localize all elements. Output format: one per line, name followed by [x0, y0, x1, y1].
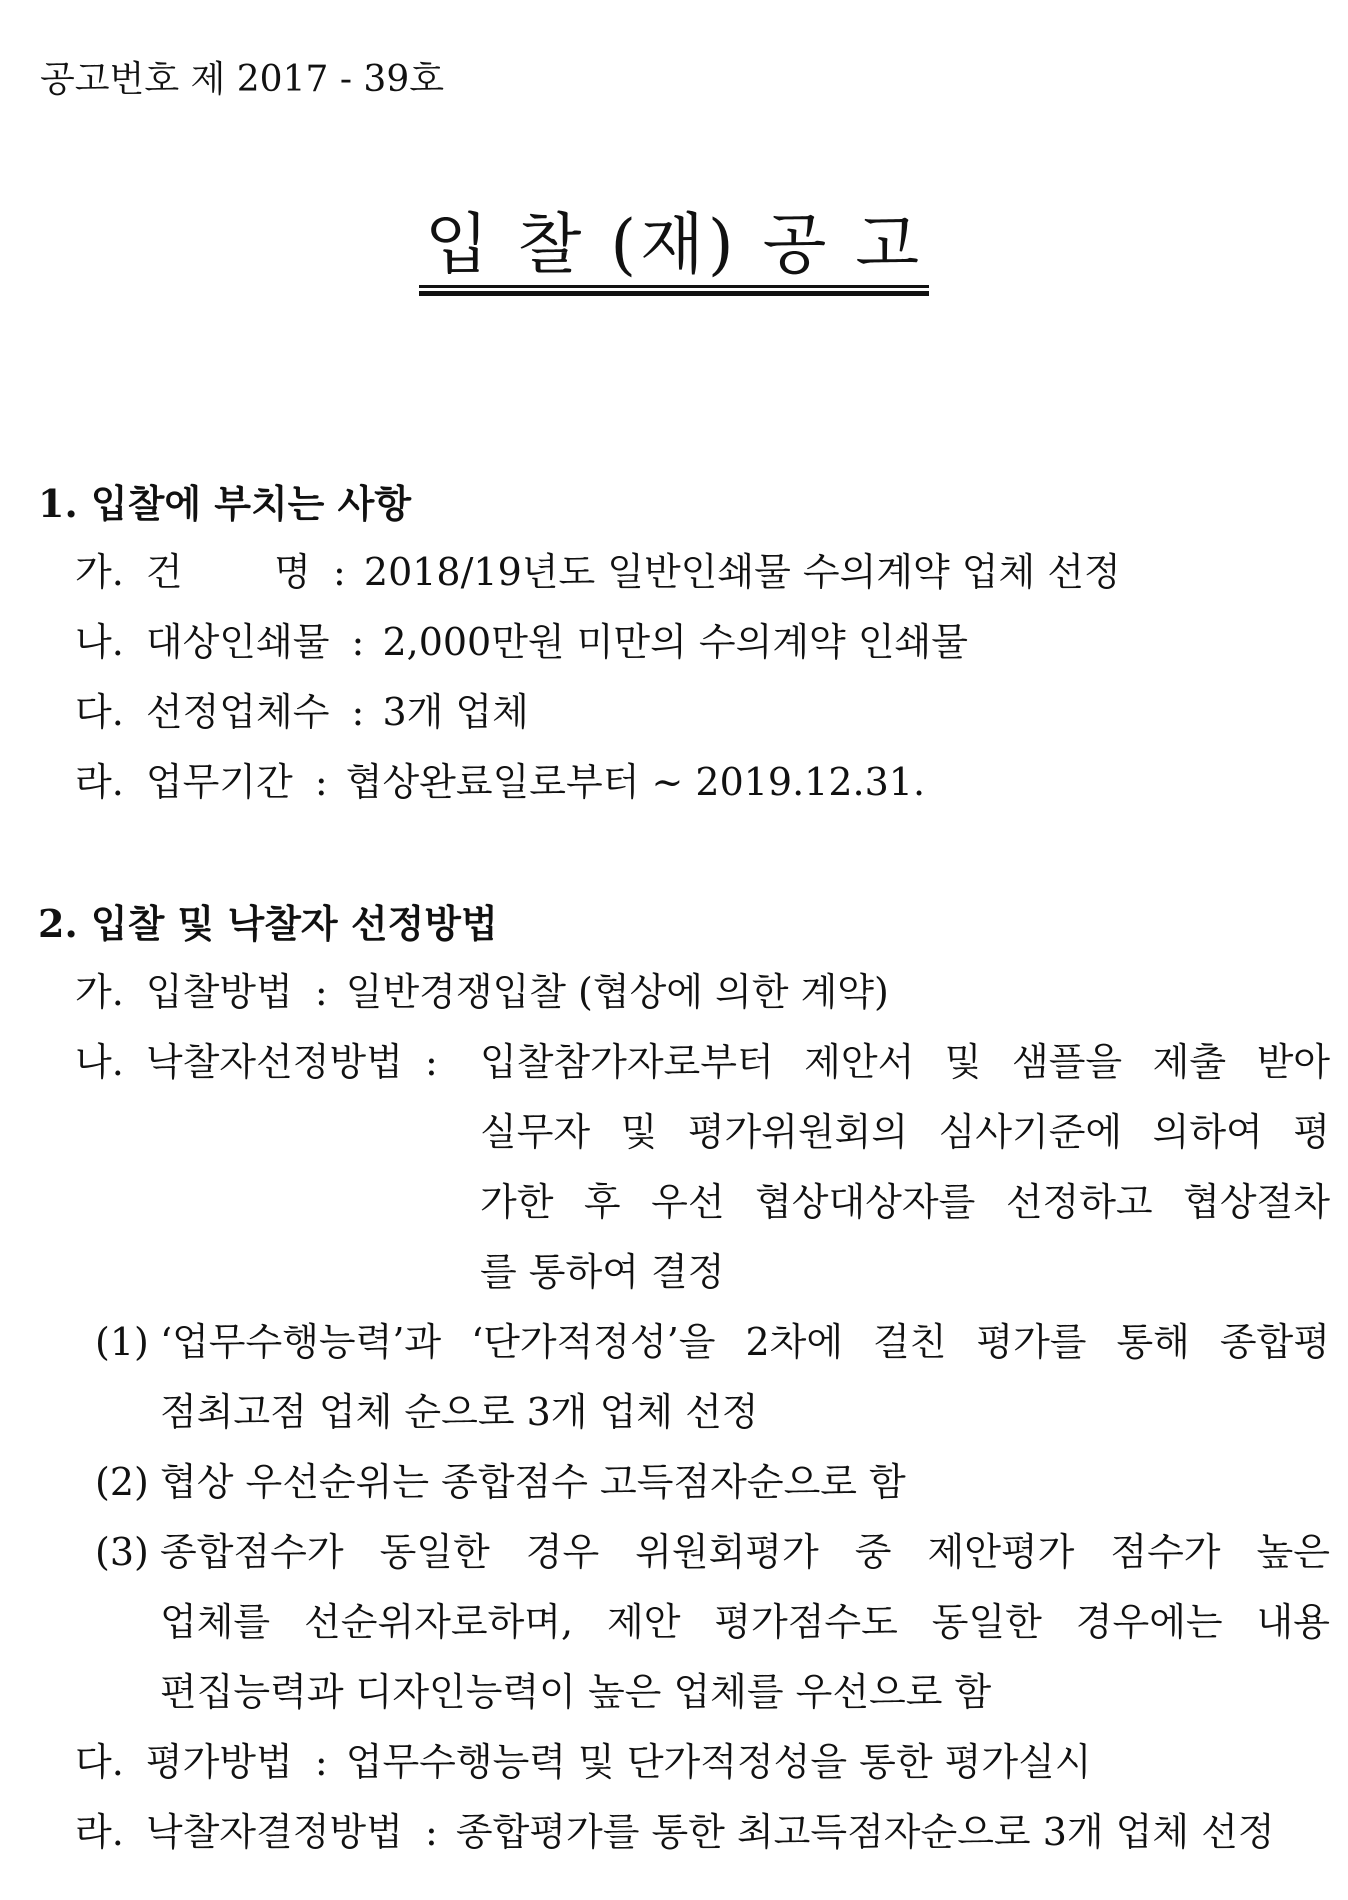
word: 동일한	[379, 1530, 490, 1574]
word: 업체를	[160, 1600, 271, 1644]
word: 2차에	[745, 1320, 844, 1364]
item-separator: :	[351, 690, 365, 734]
item-marker: 라.	[75, 760, 124, 804]
item-value: 3개 업체	[382, 690, 529, 734]
item-marker: 다.	[75, 1740, 124, 1784]
section1-item-target	[75, 618, 968, 666]
sub-item-line	[160, 1528, 1330, 1576]
word: 중	[854, 1530, 892, 1574]
word: ‘단가적정성’을	[471, 1320, 716, 1364]
word: 통해	[1116, 1320, 1190, 1364]
word: 평	[1293, 1110, 1330, 1154]
sub-item-marker: (2)	[95, 1460, 149, 1504]
word: 높은	[1256, 1530, 1330, 1574]
item-value: 2018/19년도 일반인쇄물 수의계약 업체 선정	[363, 550, 1121, 594]
selection-text-line: 를 통하여 결정	[480, 1250, 725, 1294]
title-block	[0, 205, 1348, 288]
section1-heading: 1. 입찰에 부치는 사항	[38, 481, 412, 526]
sub-item-line	[160, 1318, 1330, 1366]
notice-number: 공고번호 제 2017 - 39호	[40, 59, 445, 100]
word: 걸친	[873, 1320, 947, 1364]
word: 가한	[480, 1180, 554, 1224]
word: 종합점수가	[160, 1530, 344, 1574]
word: 평가를	[976, 1320, 1087, 1364]
item-label: 건 명	[145, 550, 311, 594]
item-marker: 가.	[75, 550, 124, 594]
item-separator: :	[351, 620, 365, 664]
sub-item-marker: (1)	[95, 1320, 149, 1364]
sub-item-line: 편집능력과 디자인능력이 높은 업체를 우선으로 함	[160, 1670, 992, 1714]
word: 동일한	[931, 1600, 1042, 1644]
selection-text-line	[480, 1108, 1330, 1156]
section2-item-selection-label	[75, 1038, 438, 1086]
section1-item-period	[75, 758, 925, 806]
item-marker: 나.	[75, 1040, 124, 1084]
item-label: 입찰방법	[145, 970, 293, 1014]
item-separator: :	[314, 970, 328, 1014]
section2-item-method	[75, 968, 889, 1016]
item-separator: :	[314, 760, 328, 804]
item-label: 선정업체수	[145, 690, 330, 734]
section2-item-decision	[75, 1808, 1275, 1856]
word: 선순위자로하며,	[304, 1600, 574, 1644]
item-separator: :	[332, 550, 346, 594]
word: 및	[620, 1110, 658, 1154]
section2-item-evaluation	[75, 1738, 1092, 1786]
item-label: 업무기간	[145, 760, 293, 804]
item-value: 종합평가를 통한 최고득점자순으로 3개 업체 선정	[455, 1810, 1275, 1854]
word: 받아	[1256, 1040, 1330, 1084]
word: 샘플을	[1012, 1040, 1123, 1084]
section1-item-name	[75, 548, 1121, 596]
item-value: 협상완료일로부터 ~ 2019.12.31.	[345, 760, 926, 804]
item-label: 대상인쇄물	[145, 620, 330, 664]
section2-heading: 2. 입찰 및 낙찰자 선정방법	[38, 901, 498, 946]
word: 평가위원회의	[687, 1110, 909, 1154]
item-separator: :	[424, 1810, 438, 1854]
item-separator: :	[424, 1040, 438, 1084]
selection-text-line	[480, 1178, 1330, 1226]
item-value: 업무수행능력 및 단가적정성을 통한 평가실시	[345, 1740, 1092, 1784]
selection-text-line	[480, 1038, 1330, 1086]
item-separator: :	[314, 1740, 328, 1784]
item-label: 평가방법	[145, 1740, 293, 1784]
word: 경우에는	[1075, 1600, 1223, 1644]
sub-item-line: 점최고점 업체 순으로 3개 업체 선정	[160, 1390, 759, 1434]
item-marker: 나.	[75, 620, 124, 664]
sub-item-line: 협상 우선순위는 종합점수 고득점자순으로 함	[160, 1460, 906, 1504]
word: 점수가	[1110, 1530, 1221, 1574]
word: 실무자	[480, 1110, 591, 1154]
word: 협상절차	[1183, 1180, 1330, 1224]
word: 종합평	[1219, 1320, 1330, 1364]
word: 제안	[606, 1600, 681, 1644]
word: 입찰참가자로부터	[480, 1040, 774, 1084]
item-label: 낙찰자선정방법	[145, 1040, 403, 1084]
item-label: 낙찰자결정방법	[145, 1810, 403, 1854]
item-value: 2,000만원 미만의 수의계약 인쇄물	[382, 620, 968, 664]
word: 제출	[1152, 1040, 1227, 1084]
word: 위원회평가	[635, 1530, 819, 1574]
word: ‘업무수행능력’과	[160, 1320, 442, 1364]
word: 내용	[1256, 1600, 1330, 1644]
page-title: 입 찰 (재) 공 고	[419, 205, 929, 288]
item-marker: 라.	[75, 1810, 124, 1854]
word: 및	[944, 1040, 982, 1084]
item-value: 일반경쟁입찰 (협상에 의한 계약)	[345, 970, 889, 1014]
word: 후	[583, 1180, 621, 1224]
item-marker: 다.	[75, 690, 124, 734]
item-marker: 가.	[75, 970, 124, 1014]
section1-item-count	[75, 688, 529, 736]
word: 우선	[651, 1180, 725, 1224]
word: 협상대상자를	[755, 1180, 976, 1224]
word: 의하여	[1152, 1110, 1263, 1154]
word: 선정하고	[1005, 1180, 1153, 1224]
word: 평가점수도	[714, 1600, 898, 1644]
word: 제안평가	[927, 1530, 1075, 1574]
word: 경우	[525, 1530, 600, 1574]
sub-item-line	[160, 1598, 1330, 1646]
sub-item-marker: (3)	[95, 1530, 149, 1574]
word: 심사기준에	[938, 1110, 1123, 1154]
word: 제안서	[804, 1040, 915, 1084]
